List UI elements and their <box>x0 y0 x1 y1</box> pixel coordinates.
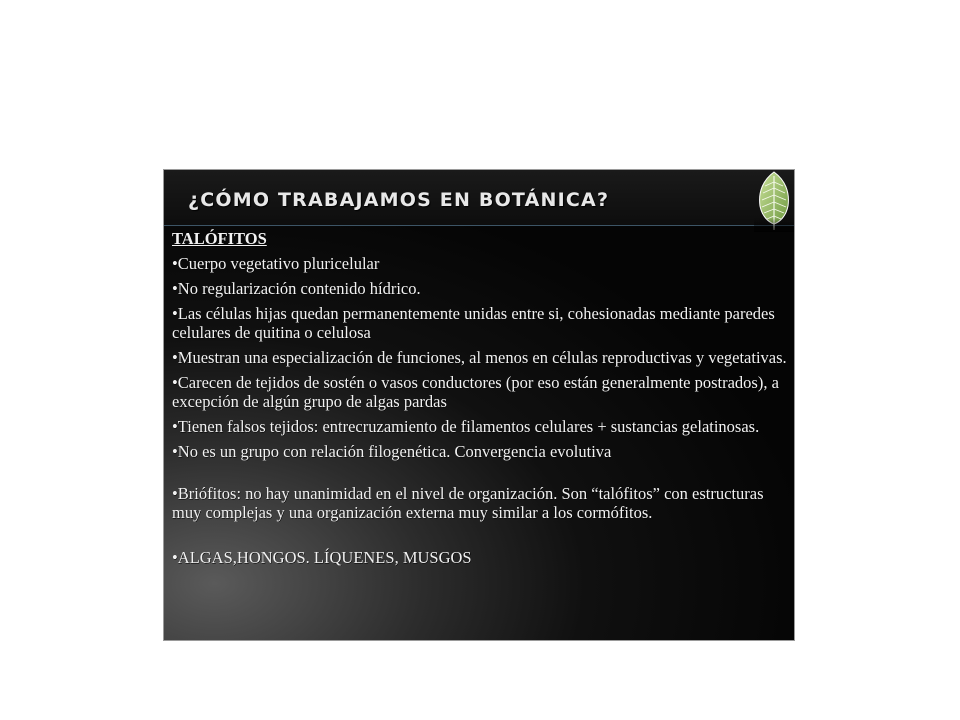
spacer <box>172 467 792 484</box>
slide <box>163 169 795 641</box>
bullet-3: •Las células hijas quedan permanentemente unidas entre si, cohesionadas mediante paredes celulares de quitina o celulosa <box>172 304 775 342</box>
bullet-7: •No es un grupo con relación filogenética. Convergencia evolutiva <box>172 442 612 461</box>
bullet-5: •Carecen de tejidos de sostén o vasos conductores (por eso están generalmente postrados), a excepción de algún grupo de algas pardas <box>172 373 779 411</box>
section-heading: TALÓFITOS <box>172 229 267 248</box>
fern-leaf-icon <box>754 170 794 232</box>
briofitos-note: •Briófitos: no hay unanimidad en el nivel de organización. Son “talófitos” con estructuras muy complejas y una organización externa muy similar a los cormófitos. <box>172 484 764 522</box>
header-divider <box>164 225 794 226</box>
slide-body <box>172 229 792 573</box>
bullet-4: •Muestran una especialización de funciones, al menos en células reproductivas y vegetativas. <box>172 348 787 367</box>
spacer <box>172 528 792 548</box>
bullet-1: •Cuerpo vegetativo pluricelular <box>172 254 380 273</box>
bullet-2: •No regularización contenido hídrico. <box>172 279 421 298</box>
bullet-6: •Tienen falsos tejidos: entrecruzamiento de filamentos celulares + sustancias gelatinosas. <box>172 417 760 436</box>
examples-bullet: •ALGAS,HONGOS. LÍQUENES, MUSGOS <box>172 548 472 567</box>
slide-title: ¿CÓMO TRABAJAMOS EN BOTÁNICA? <box>188 189 610 211</box>
